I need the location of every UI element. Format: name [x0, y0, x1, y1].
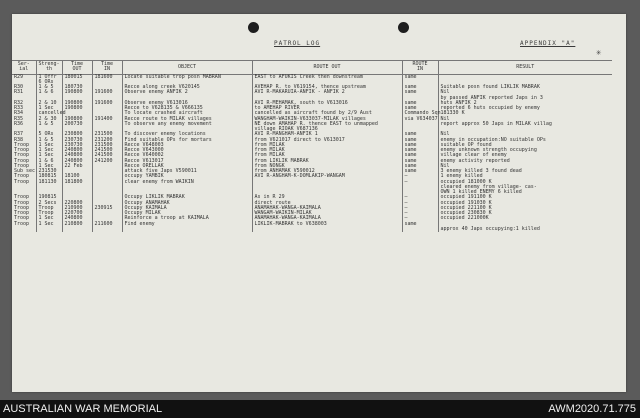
table-cell: R29: [12, 74, 36, 85]
table-cell: R37: [12, 132, 36, 137]
table-cell: occupied 191030 K: [440, 199, 492, 206]
table-cell: Recce along creek V620145: [122, 85, 252, 90]
table-cell: 1 Sec: [36, 222, 62, 227]
table-cell: WANGAM-WAIKIN-MILAK: [252, 211, 402, 216]
table-cell: direct route: [252, 201, 402, 206]
table-cell: Troop: [12, 195, 36, 200]
table-cell: 241200: [92, 159, 122, 164]
table-cell: Find enemy: [122, 222, 252, 227]
footer-credit: AUSTRALIAN WAR MEMORIAL: [3, 403, 163, 415]
table-cell: same: [402, 74, 438, 85]
table-cell: Troop: [12, 174, 36, 179]
table-cell: 1 & 5: [36, 138, 62, 143]
table-cell: R33: [12, 106, 36, 111]
table-cell: Suitable posn found LIKLIK MABRAK: [440, 84, 540, 90]
table-cell: 240800: [62, 216, 92, 221]
table-cell: same: [402, 143, 438, 148]
table-cell: from NONGK: [252, 164, 402, 169]
table-cell: Recce ORELLAK: [122, 164, 252, 169]
table-cell: [12, 227, 36, 232]
table-cell: 190800: [62, 90, 92, 95]
table-cell: 1 Sec: [36, 153, 62, 158]
handwritten-mark: ✳: [596, 48, 602, 58]
table-cell: 2 & 10: [36, 101, 62, 106]
table-cell: Find suitable OPs for mortars: [122, 138, 252, 143]
table-cell: by passed ANFIK reported Japs in 3: [440, 94, 543, 101]
table-cell: Troop: [12, 164, 36, 169]
table-cell: R32: [12, 101, 36, 106]
table-cell: AVI R-MAKARUIA-ANFIK - ANFIK 2: [252, 90, 402, 95]
table-cell: AVI R-ANGHAM-K-DOMLAKIP-WANGAM: [252, 174, 402, 179]
table-cell: Troop: [12, 153, 36, 158]
table-cell: Locate suitable trop posn MABRAN: [122, 74, 252, 85]
table-cell: —: [402, 195, 438, 200]
table-cell: Troop: [12, 159, 36, 164]
table-cell: 1 Sec: [36, 216, 62, 221]
table-cell: [92, 227, 122, 232]
table-cell: reported 6 huts occupied by enemy: [440, 105, 540, 111]
table-cell: To observe any enemy movement: [122, 122, 252, 127]
table-cell: 18100: [62, 174, 92, 179]
table-cell: Nil: [440, 89, 450, 96]
table-cell: 191600: [92, 101, 122, 106]
table-cell: 1 & 6: [36, 159, 62, 164]
table-cell: 231200: [92, 138, 122, 143]
table-cell: from MILAK: [252, 143, 402, 148]
table-cell: 241500: [92, 148, 122, 153]
table-cell: same: [402, 132, 438, 137]
table-cell: 191600: [92, 90, 122, 95]
table-header-row: [12, 61, 612, 75]
table-cell: occupied 181000 K: [440, 178, 492, 185]
table-cell: 190815: [36, 195, 62, 200]
table-cell: LIKLIK-MABRAK to V638003: [252, 222, 402, 227]
table-cell: from ANHAMAK V590012: [252, 169, 402, 174]
table-cell: 180815: [36, 174, 62, 179]
table-cell: 240800: [62, 153, 92, 158]
table-cell: occupy YAMBIK: [122, 174, 252, 179]
table-cell: Sub sec: [14, 168, 36, 174]
table-cell: clear enemy from WAIKIN: [122, 180, 252, 185]
table-cell: same: [402, 106, 438, 111]
table-cell: Troop: [12, 180, 36, 185]
table-cell: —: [402, 211, 438, 216]
table-cell: 1 Sec: [36, 148, 62, 153]
table-cell: EAST to AFUKIS Creek then downstream: [252, 74, 402, 85]
table-cell: R38: [12, 138, 36, 143]
table-cell: [122, 227, 252, 232]
table-cell: 2 Secs: [36, 201, 62, 206]
table-cell: 1 & 5: [36, 85, 62, 90]
table-cell: 230730: [62, 138, 92, 143]
table-cell: Occupy KAIMALA: [122, 206, 252, 211]
table-cell: AVI R-MEHAMAK, south to V613016: [252, 101, 402, 106]
table-cell: same: [402, 222, 438, 227]
table-cell: from LIKLIK MABRAK: [252, 159, 402, 164]
table-cell: occupied 221100 K: [440, 204, 492, 211]
table-cell: same: [402, 85, 438, 90]
table-cell: AVEHAP R. to V619154, thence upstream: [252, 85, 402, 90]
table-cell: Observe enemy ANFIK 2: [122, 90, 252, 95]
table-cell: 180730: [62, 85, 92, 90]
table-cell: attack five Japs V590011: [122, 169, 252, 174]
table-cell: [36, 227, 62, 232]
table-cell: enemy unknown strength occupying: [440, 147, 537, 153]
table-body: [12, 74, 612, 232]
table-cell: from V621017 direct to V613017: [252, 138, 402, 143]
table-cell: R34: [12, 111, 36, 116]
table-cell: enemy activity reported: [440, 157, 510, 164]
table-cell: 241500: [92, 153, 122, 158]
table-cell: Troop: [36, 211, 62, 216]
column-header: Streng- th: [36, 61, 62, 75]
table-cell: —: [402, 180, 438, 185]
table-cell: As in R 29: [252, 195, 402, 200]
table-cell: report approx 50 Japs in MILAK villag: [440, 120, 552, 127]
table-cell: Recce V640002: [122, 153, 252, 158]
table-cell: R30: [12, 85, 36, 90]
table-cell: Occupy LIKLIK MABRAK: [122, 195, 252, 200]
table-cell: Recce to V628135 & V666135: [122, 106, 252, 111]
table-cell: 5 ORs: [36, 132, 62, 137]
table-cell: ANAMAHAK-WANGA-KAIMALA: [252, 216, 402, 221]
table-cell: R31: [12, 90, 36, 95]
table-cell: Recce V613017: [122, 159, 252, 164]
table-cell: 231500: [92, 132, 122, 137]
punch-hole-left: [248, 22, 259, 33]
table-cell: 190800: [62, 106, 92, 111]
table-cell: approx 40 Japs occupying:1 killed: [440, 225, 540, 232]
table-cell: 240800: [62, 159, 92, 164]
table-cell: same: [402, 138, 438, 143]
table-cell: R36: [12, 122, 36, 127]
table-cell: cleared enemy from village- cas-: [440, 183, 537, 190]
table-cell: same: [402, 164, 438, 169]
table-cell: 1 & 6: [36, 90, 62, 95]
column-header: ROUTE IN: [402, 61, 438, 75]
column-header: OBJECT: [122, 61, 252, 75]
table-cell: 231500: [92, 143, 122, 148]
table-cell: 1 & 5: [36, 122, 62, 127]
table-cell: from MILAK: [252, 153, 402, 158]
table-cell: 220800: [62, 201, 92, 206]
table-cell: 1 Sec: [36, 143, 62, 148]
table-cell: Occupy MILAK: [122, 211, 252, 216]
table-cell: from MILAK: [252, 148, 402, 153]
table-cell: —: [402, 216, 438, 221]
table-cell: village RIOAK V687136: [252, 127, 402, 132]
table-cell: Troop: [12, 148, 36, 153]
table-cell: occupied 221000K: [440, 215, 489, 222]
table-cell: 210900: [62, 206, 92, 211]
table-cell: 191400: [92, 117, 122, 122]
table-cell: occupied 230830 K: [440, 210, 492, 216]
table-cell: —: [402, 206, 438, 211]
table-cell: 230730: [62, 143, 92, 148]
table-cell: —: [402, 174, 438, 179]
table-cell: village clear of enemy: [440, 152, 507, 159]
table-cell: Reinforce a troop at KAIMALA: [122, 216, 252, 221]
table-cell: occupied 191100 K: [440, 194, 492, 201]
table-cell: Nil: [440, 162, 450, 169]
table-cell: 181130: [36, 180, 62, 185]
table-cell: [62, 227, 92, 232]
table-cell: Occupy ANAMAHAK: [122, 201, 252, 206]
footer-accession-number: AWM2020.71.775: [548, 403, 636, 415]
table-cell: 190800: [62, 101, 92, 106]
footer-bar: [0, 400, 640, 418]
table-cell: [402, 227, 438, 232]
table-cell: 181800: [62, 180, 92, 185]
document-title: PATROL LOG: [274, 40, 321, 47]
table-cell: 1 Sec: [36, 106, 62, 111]
table-cell: Troop: [12, 201, 36, 206]
table-cell: —: [402, 201, 438, 206]
table-cell: huts ANFIK 2: [440, 99, 477, 106]
column-header: ROUTE OUT: [252, 61, 402, 75]
table-cell: same: [402, 101, 438, 106]
column-header: Time IN: [92, 61, 122, 75]
column-header: Ser- ial: [12, 61, 36, 75]
table-cell: 211600: [92, 222, 122, 227]
table-cell: Recce route to MILAK villages: [122, 117, 252, 122]
patrol-log-table: [12, 60, 612, 232]
table-cell: 190800: [62, 117, 92, 122]
table-cell: suitable OP found: [440, 141, 492, 148]
table-cell: 210800: [62, 222, 92, 227]
table-cell: 2 & 30: [36, 117, 62, 122]
table-cell: enemy in occupation:NO suitable OPs: [440, 136, 546, 143]
table-cell: 200730: [62, 122, 92, 127]
table-cell: Nil: [440, 131, 450, 138]
table-cell: same: [402, 169, 438, 174]
table-cell: cancelled: [36, 111, 62, 116]
table-cell: 1 Sec: [36, 164, 62, 169]
table-cell: [252, 227, 402, 232]
table-cell: Troop: [36, 206, 62, 211]
table-cell: same: [402, 90, 438, 95]
table-cell: same: [402, 153, 438, 158]
table-cell: 230800: [62, 132, 92, 137]
table-cell: Troop: [12, 216, 36, 221]
table-cell: cancelled as aircraft found by 2/9 Aust: [252, 111, 402, 116]
table-cell: 240800: [62, 148, 92, 153]
table-cell: 1 enemy killed: [440, 173, 483, 180]
appendix-label: APPENDIX "A": [520, 40, 576, 47]
table-cell: NE down AMAHAP R. thence EAST to unmapped: [252, 122, 402, 127]
table-cell: Nil: [440, 115, 450, 122]
document-page: [12, 14, 626, 392]
table-cell: R35: [12, 117, 36, 122]
table-cell: to AMEHAP RIVER: [252, 106, 402, 111]
table-cell: WANGHAM-WAIKIN-V633037-MILAK villages: [252, 117, 402, 122]
table-cell: same: [402, 148, 438, 153]
table-row: [12, 227, 612, 232]
table-cell: 220700: [62, 211, 92, 216]
table-cell: To discover enemy locations: [122, 132, 252, 137]
table-cell: Troop: [12, 222, 36, 227]
table-cell: 22 Feb: [62, 164, 92, 169]
table-cell: same: [402, 159, 438, 164]
table-cell: Troop: [12, 211, 36, 216]
table-cell: 3 enemy killed 3 found dead: [440, 168, 522, 174]
table-cell: Troop: [12, 206, 36, 211]
table-cell: Commando Sqn: [402, 111, 438, 116]
table-cell: 181330 K: [440, 110, 465, 117]
table-cell: via V634037: [402, 117, 438, 122]
table-cell: ANAMAHAK-WANGA-KAIMALA: [252, 206, 402, 211]
table-cell: To locate crashed aircraft: [122, 111, 252, 116]
table-cell: 1 Offr 6 ORs: [36, 74, 62, 85]
table-cell: Recce V643000: [122, 148, 252, 153]
column-header: Time OUT: [62, 61, 92, 75]
table-cell: Troop: [12, 143, 36, 148]
table-cell: Recce V648003: [122, 143, 252, 148]
table-cell: 231530: [36, 169, 62, 174]
column-header: RESULT: [438, 61, 612, 75]
punch-hole-right: [398, 22, 409, 33]
table-cell: 230915: [92, 206, 122, 211]
table-cell: 181600: [92, 74, 122, 85]
table-cell: 180015: [62, 74, 92, 85]
table-cell: Observe enemy V613016: [122, 101, 252, 106]
table-cell: OWN 1 killed ENEMY 6 killed: [440, 189, 522, 195]
table-cell: AVI R-MANGHAM-ANFIK 1: [252, 132, 402, 137]
